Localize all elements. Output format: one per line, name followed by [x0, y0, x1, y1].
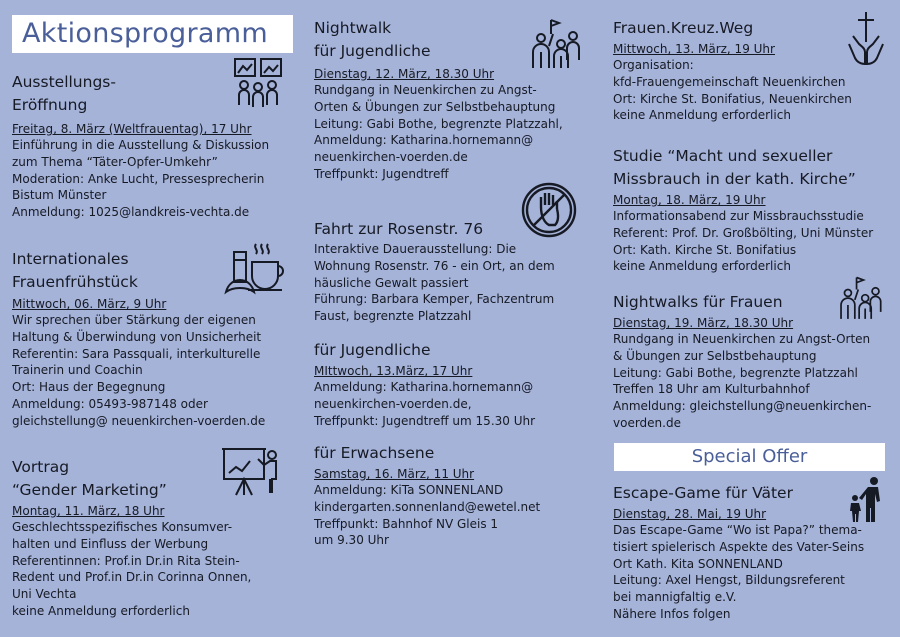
exhibition-icon: [232, 55, 288, 111]
event-title: Internationales Frauenfrühstück: [12, 250, 138, 291]
event-title: Nightwalks für Frauen: [613, 293, 783, 311]
event-title: Escape-Game für Väter: [613, 484, 793, 502]
event-description: Wir sprechen über Stärkung der eigenen Haltung & Überwindung von Unsicherheit Referentin: Sara Passquali, interkulturelle Trainerin und Coachin Ort: Haus der Begegnung Anmeldung: 05493-987148 oder gleichstellung@ neuenkirchen-voerden.de: [12, 313, 266, 428]
event-description: Das Escape-Game “Wo ist Papa?” thema- tisiert spielerisch Aspekte des Vater-Seins Ort Kath. Kita SONNENLAND Leitung: Axel Hengst, Bildungsreferent bei mannigfaltig e.V. Nähere Infos folgen: [613, 523, 865, 621]
page-title: Aktionsprogramm: [12, 15, 293, 53]
stop-violence-icon: [520, 181, 578, 239]
special-offer-banner: Special Offer: [614, 443, 885, 471]
event-title: Studie “Macht und sexueller Missbrauch in der kath. Kirche”: [613, 147, 856, 188]
event-date: Dienstag, 12. März, 18.30 Uhr: [314, 67, 495, 81]
event-title: Frauen.Kreuz.Weg: [613, 19, 754, 37]
event-description: Anmeldung: KiTa SONNENLAND kindergarten.sonnenland@ewetel.net Treffpunkt: Bahnhof NV Gleis 1 um 9.30 Uhr: [314, 483, 541, 548]
group-flag-icon: [832, 274, 888, 324]
event-description: Rundgang in Neuenkirchen zu Angst-Orten & Übungen zur Selbstbehauptung Leitung: Gabi Bothe, begrenzte Platzzahl Treffen 18 Uhr am Kulturbahnhof Anmeldung: gleichstellung@neuenkirchen- voerden.de: [613, 332, 872, 430]
group-flag-icon: [527, 16, 583, 74]
event-title: Nightwalk für Jugendliche: [314, 19, 431, 60]
event-description: Geschlechtsspezifisches Konsumver- halten und Einfluss der Werbung Referentinnen: Prof.in Dr.in Rita Stein- Redent und Prof.in Dr.in Corinna Onnen, Uni Vechta keine Anmeldung erforderlich: [12, 520, 252, 618]
event-description: Interaktive Dauerausstellung: Die Wohnung Rosenstr. 76 - ein Ort, an dem häusliche Gewalt passiert Führung: Barbara Kemper, Fachzentrum Faust, begrenzte Platzzahl: [314, 242, 555, 324]
event-date: Montag, 11. März, 18 Uhr: [12, 504, 165, 518]
event-date: Dienstag, 19. März, 18.30 Uhr: [613, 316, 794, 330]
event-title: Vortrag “Gender Marketing”: [12, 458, 167, 499]
event-date: Mittwoch, 13. März, 19 Uhr: [613, 42, 775, 56]
breakfast-icon: [222, 240, 288, 298]
presentation-icon: [220, 441, 284, 499]
event-title: Ausstellungs- Eröffnung: [12, 73, 116, 114]
event-date: Mittwoch, 06. März, 9 Uhr: [12, 297, 167, 311]
event-date: Montag, 18. März, 19 Uhr: [613, 193, 766, 207]
cross-hands-icon: [845, 10, 887, 70]
event-title: für Jugendliche: [314, 341, 431, 359]
event-description: Informationsabend zur Missbrauchsstudie Referent: Prof. Dr. Großbölting, Uni Münster Ort: Kath. Kirche St. Bonifatius keine Anmeldung erforderlich: [613, 209, 874, 274]
event-description: Organisation: kfd-Frauengemeinschaft Neuenkirchen Ort: Kirche St. Bonifatius, Neuenkirchen keine Anmeldung erforderlich: [613, 58, 852, 123]
event-studie: [613, 145, 893, 275]
event-title: für Erwachsene: [314, 444, 435, 462]
event-description: Einführung in die Ausstellung & Diskussion zum Thema “Täter-Opfer-Umkehr” Moderation: Anke Lucht, Pressesprecherin Bistum Münster Anmeldung: 1025@landkreis-vechta.de: [12, 138, 270, 220]
event-jugendliche: [314, 339, 604, 429]
event-date: Freitag, 8. März (Weltfrauentag), 17 Uhr: [12, 122, 252, 136]
event-date: MIttwoch, 13.März, 17 Uhr: [314, 364, 473, 378]
event-date: Dienstag, 28. Mai, 19 Uhr: [613, 507, 767, 521]
event-erwachsene: [314, 442, 604, 549]
event-title: Fahrt zur Rosenstr. 76: [314, 220, 484, 238]
father-child-icon: [846, 476, 886, 524]
event-description: Anmeldung: Katharina.hornemann@ neuenkirchen-voerden.de, Treffpunkt: Jugendtreff um 15.30 Uhr: [314, 380, 536, 428]
event-date: Samstag, 16. März, 11 Uhr: [314, 467, 475, 481]
event-description: Rundgang in Neuenkirchen zu Angst- Orten & Übungen zur Selbstbehauptung Leitung: Gabi Bothe, begrenzte Platzzahl, Anmeldung: Katharina.hornemann@ neuenkirchen-voerden.de Treffpunkt: Jugendtreff: [314, 83, 563, 181]
